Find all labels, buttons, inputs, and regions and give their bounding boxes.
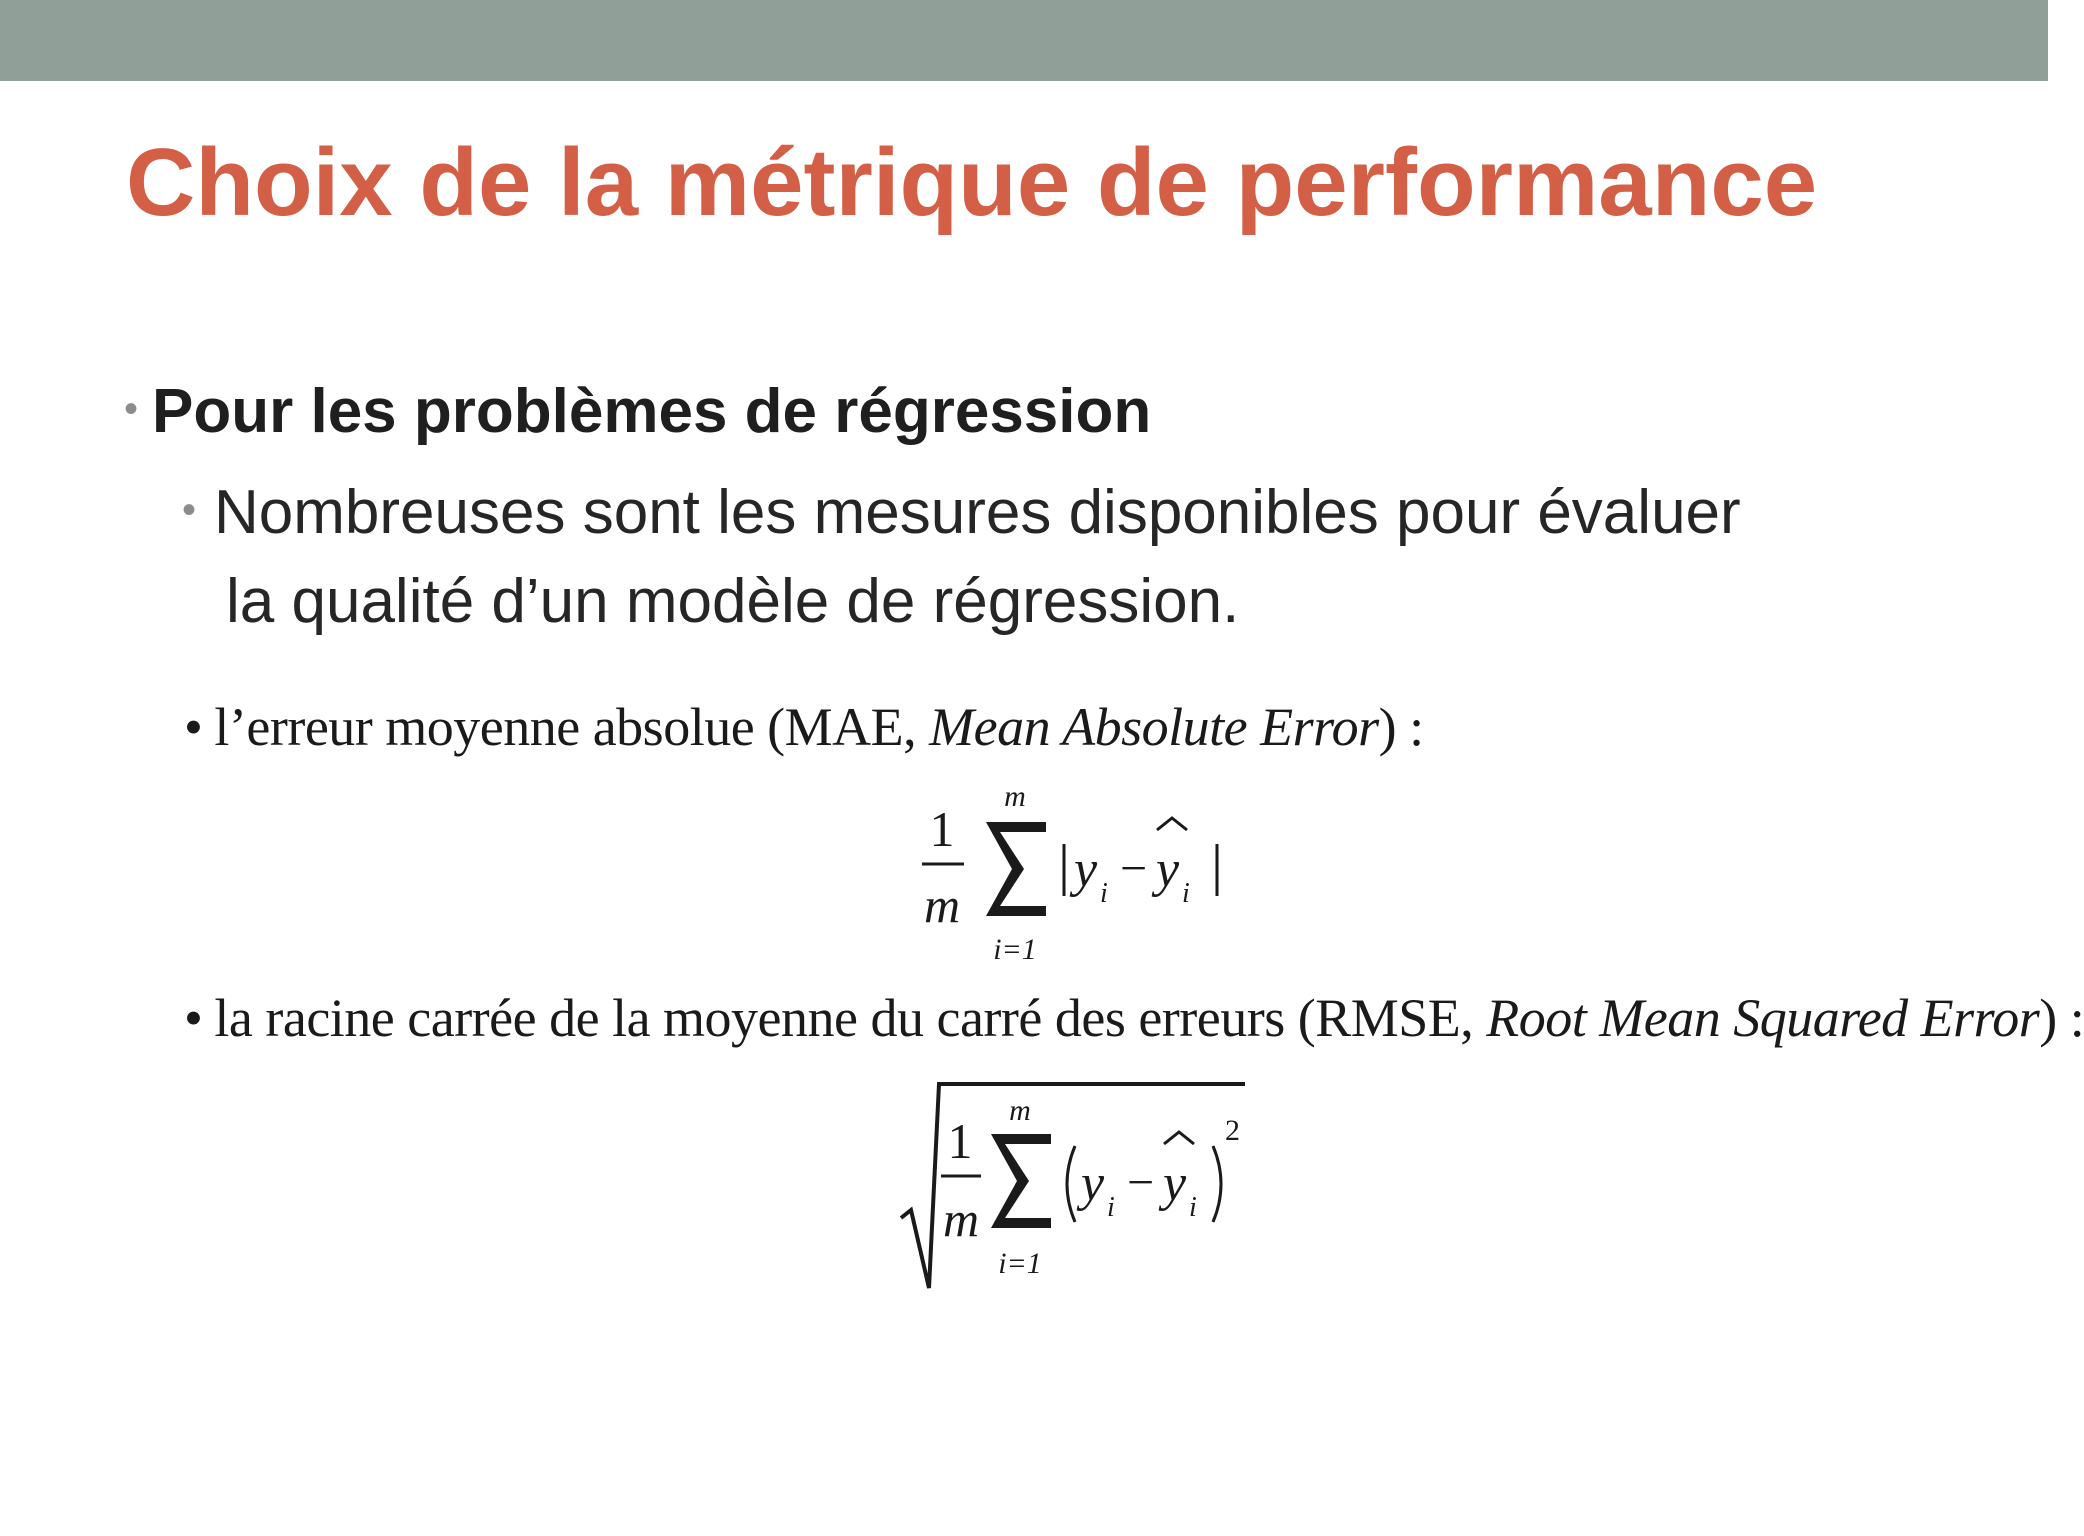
metric-rmse-suffix: ) : (2039, 988, 2084, 1048)
rmse-minus: − (1127, 1156, 1155, 1209)
bullet-dot-icon: • (184, 697, 203, 757)
metric-mae-label (184, 697, 1424, 757)
bullet-dot-icon: • (182, 488, 197, 532)
bullet-level2-line2: la qualité d’un modèle de régression. (226, 567, 1240, 636)
mae-yhat-index: i (1182, 878, 1190, 909)
bullet-dot-icon: • (124, 387, 139, 431)
rmse-formula (895, 1078, 1265, 1298)
mae-sum-upper: m (1004, 780, 1026, 813)
rmse-sum-upper: m (1009, 1094, 1031, 1127)
rmse-sum-lower: i=1 (998, 1247, 1042, 1280)
rmse-sigma-icon (991, 1134, 1051, 1228)
rmse-hat-icon (1164, 1132, 1194, 1144)
mae-minus: − (1120, 842, 1148, 895)
metric-rmse-italic: Root Mean Squared Error (1486, 988, 2040, 1048)
rmse-y: y (1081, 1155, 1105, 1212)
mae-numerator: 1 (929, 801, 955, 857)
metric-mae-italic: Mean Absolute Error (929, 697, 1379, 757)
mae-formula (912, 774, 1242, 974)
bullet-level1-text: Pour les problèmes de régression (152, 377, 1152, 446)
mae-y-index: i (1100, 878, 1108, 909)
top-banner (0, 0, 2048, 81)
slide-title: Choix de la métrique de performance (126, 129, 1818, 236)
bullet-level1 (124, 374, 1151, 457)
metric-rmse-prefix: la racine carrée de la moyenne du carré des erreurs (RMSE, (214, 988, 1487, 1048)
mae-yhat: y (1156, 841, 1180, 898)
metric-mae-suffix: ) : (1378, 697, 1424, 757)
rmse-numerator: 1 (947, 1113, 973, 1169)
metric-rmse-label (184, 988, 2084, 1048)
rmse-denominator: m (942, 1191, 980, 1247)
mae-hat-icon (1157, 818, 1187, 830)
rmse-y-index: i (1107, 1192, 1115, 1223)
rmse-yhat-index: i (1189, 1192, 1197, 1223)
mae-y: y (1074, 841, 1098, 898)
metric-mae-prefix: l’erreur moyenne absolue (MAE, (214, 697, 930, 757)
bullet-level2 (182, 472, 1982, 643)
bullet-dot-icon: • (184, 988, 203, 1048)
rmse-yhat: y (1163, 1155, 1187, 1212)
rmse-right-paren (1213, 1146, 1221, 1222)
rmse-left-paren (1067, 1146, 1075, 1222)
mae-denominator: m (923, 877, 961, 933)
rmse-exponent: 2 (1225, 1114, 1240, 1147)
mae-sigma-icon (986, 822, 1046, 916)
mae-sum-lower: i=1 (993, 933, 1037, 966)
bullet-level2-line1: Nombreuses sont les mesures disponibles pour évaluer (214, 478, 1741, 547)
